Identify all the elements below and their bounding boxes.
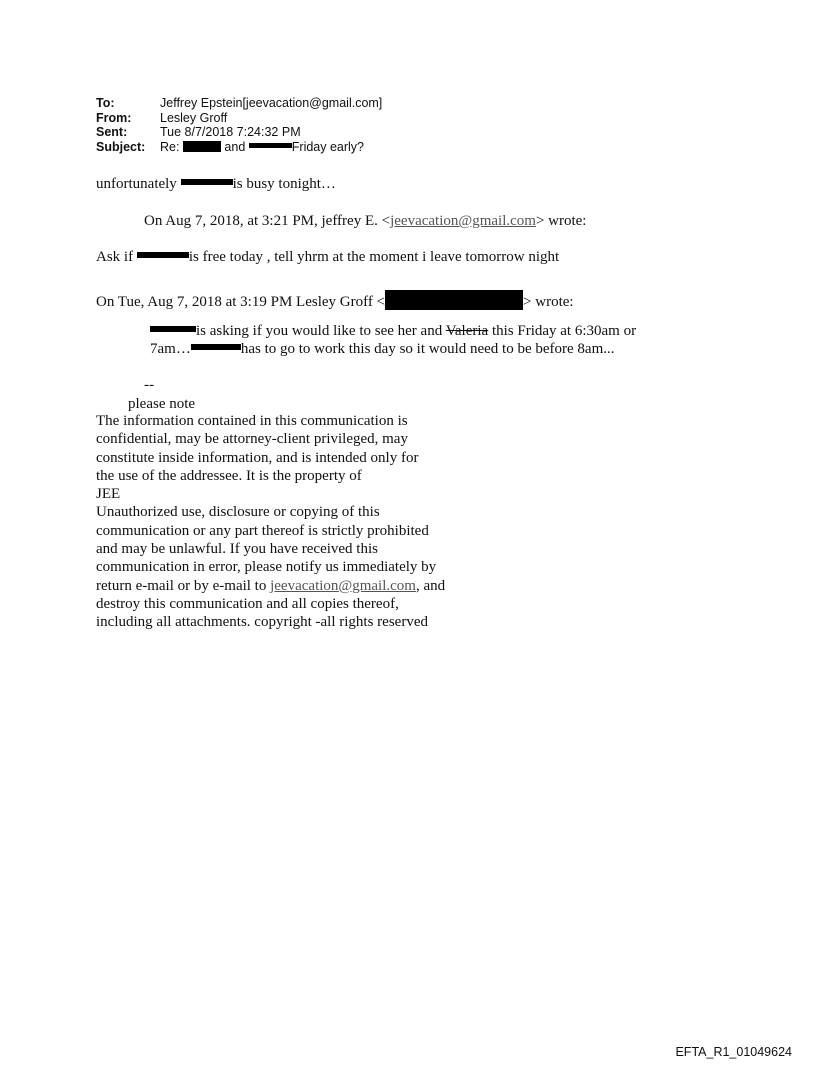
sent-label: Sent: (96, 125, 128, 139)
quote1-text-b: > wrote: (535, 213, 587, 229)
subject-row (96, 140, 382, 155)
inner2-text-b: has to go to work this day so it would need to be before 8am... (240, 341, 615, 357)
subject-label: Subject: (96, 139, 146, 154)
notice-line: confidential, may be attorney-client privileged, may (96, 431, 408, 448)
inner2-text-a: 7am… (150, 341, 191, 357)
signature-dashes: -- (144, 377, 154, 393)
subject-and: and (224, 139, 246, 154)
notice-line: destroy this communication and all copies thereof, (96, 595, 399, 612)
subject-suffix: Friday early? (291, 139, 365, 154)
to-value: Jeffrey Epstein[jeevacation@gmail.com] (160, 96, 383, 110)
email-link[interactable]: jeevacation@gmail.com (390, 213, 536, 229)
reply-text-a: unfortunately (96, 176, 177, 192)
inner1-text-c: this Friday at 6:30am or (491, 323, 637, 339)
from-label: From: (96, 110, 132, 125)
redaction-bar (181, 179, 233, 185)
inner-quote-line-1 (150, 322, 636, 340)
email-header (96, 96, 382, 154)
message-text-b: is free today , tell yhrm at the moment i leave tomorrow night (188, 249, 560, 265)
notice-line (96, 577, 445, 595)
notice-line: The information contained in this communication is (96, 413, 408, 429)
redaction-bar (249, 143, 292, 148)
redaction-bar (183, 141, 221, 152)
return-text-a: return e-mail or by e-mail to (96, 577, 267, 594)
quote2-text-b: > wrote: (523, 294, 574, 310)
sent-value: Tue 8/7/2018 7:24:32 PM (160, 125, 301, 139)
subject-value (160, 140, 364, 155)
notice-line: constitute inside information, and is intended only for (96, 449, 419, 466)
from-value: Lesley Groff (160, 110, 228, 125)
quote-header-2 (96, 286, 574, 311)
please-note: please note (128, 396, 196, 412)
message-text-a: Ask if (96, 249, 134, 265)
redaction-bar (385, 290, 523, 310)
reply-line (96, 175, 336, 193)
notice-line: Unauthorized use, disclosure or copying of this (96, 504, 380, 521)
from-row (96, 111, 382, 126)
notice-line: the use of the addressee. It is the property of (96, 467, 362, 484)
subject-prefix: Re: (160, 139, 180, 154)
email-link[interactable]: jeevacation@gmail.com (270, 577, 416, 594)
struck-name: Valeria (445, 323, 489, 339)
redaction-bar (191, 344, 241, 350)
redaction-bar (150, 326, 196, 332)
notice-line: communication in error, please notify us immediately by (96, 559, 437, 576)
quote1-text-a: On Aug 7, 2018, at 3:21 PM, jeffrey E. < (144, 213, 391, 229)
reply-text-b: is busy tonight… (232, 176, 336, 192)
quote2-text-a: On Tue, Aug 7, 2018 at 3:19 PM Lesley Groff < (96, 294, 386, 310)
notice-line: communication or any part thereof is strictly prohibited (96, 522, 429, 539)
notice-line: including all attachments. copyright -all rights reserved (96, 614, 428, 631)
to-row (96, 96, 382, 111)
confidentiality-notice (96, 412, 445, 632)
to-label: To: (96, 96, 115, 110)
inner-quote-line-2 (150, 340, 615, 358)
notice-line: JEE (96, 486, 121, 503)
quote-header-1 (144, 212, 586, 230)
sent-row (96, 125, 382, 140)
inner1-text-b: is asking if you would like to see her and (196, 323, 443, 339)
message-line (96, 248, 559, 266)
notice-line: and may be unlawful. If you have received this (96, 541, 378, 558)
document-id: EFTA_R1_01049624 (675, 1045, 792, 1059)
redaction-bar (137, 252, 189, 258)
return-text-b: , and (415, 577, 446, 594)
